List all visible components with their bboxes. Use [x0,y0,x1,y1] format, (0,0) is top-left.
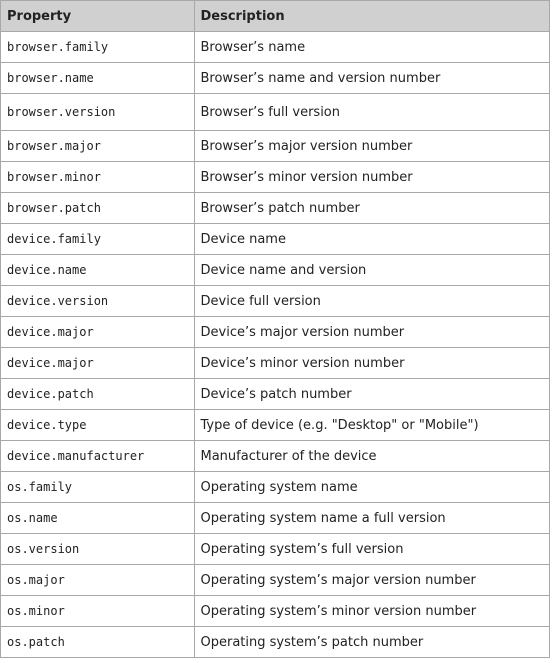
table-row [1,627,549,658]
description-cell: Operating system name [194,472,549,503]
table-row [1,162,549,193]
description-cell: Manufacturer of the device [194,441,549,472]
property-cell: os.name [1,503,194,534]
property-cell: browser.minor [1,162,194,193]
table-row [1,534,549,565]
description-cell: Device’s minor version number [194,348,549,379]
property-cell: os.patch [1,627,194,658]
description-cell: Operating system’s full version [194,534,549,565]
table-row [1,255,549,286]
table-row [1,410,549,441]
property-cell: browser.family [1,32,194,63]
table-row [1,193,549,224]
property-cell: device.manufacturer [1,441,194,472]
description-cell: Operating system’s patch number [194,627,549,658]
property-cell: os.family [1,472,194,503]
property-cell: device.version [1,286,194,317]
properties-table [1,1,549,657]
property-cell: browser.major [1,131,194,162]
table-row [1,63,549,94]
table-row [1,379,549,410]
table-row [1,317,549,348]
table-row [1,286,549,317]
description-cell: Browser’s name [194,32,549,63]
property-cell: device.family [1,224,194,255]
table-row [1,32,549,63]
description-cell: Browser’s name and version number [194,63,549,94]
property-cell: browser.version [1,94,194,131]
property-cell: device.major [1,317,194,348]
table-row [1,503,549,534]
description-cell: Device name and version [194,255,549,286]
property-cell: device.name [1,255,194,286]
description-cell: Browser’s major version number [194,131,549,162]
property-cell: browser.name [1,63,194,94]
property-cell: browser.patch [1,193,194,224]
property-cell: device.patch [1,379,194,410]
table-row [1,224,549,255]
description-cell: Operating system name a full version [194,503,549,534]
description-cell: Browser’s full version [194,94,549,131]
description-cell: Device full version [194,286,549,317]
property-cell: os.major [1,565,194,596]
table-row [1,472,549,503]
table-row [1,348,549,379]
table-header-row [1,1,549,32]
table-row [1,131,549,162]
property-cell: os.minor [1,596,194,627]
description-cell: Operating system’s minor version number [194,596,549,627]
description-cell: Browser’s patch number [194,193,549,224]
description-cell: Browser’s minor version number [194,162,549,193]
property-cell: os.version [1,534,194,565]
property-cell: device.type [1,410,194,441]
table-row [1,94,549,131]
description-cell: Device’s major version number [194,317,549,348]
header-property: Property [1,1,194,32]
table-row [1,596,549,627]
description-cell: Device’s patch number [194,379,549,410]
description-cell: Device name [194,224,549,255]
description-cell: Type of device (e.g. "Desktop" or "Mobile") [194,410,549,441]
description-cell: Operating system’s major version number [194,565,549,596]
header-description: Description [194,1,549,32]
table-row [1,565,549,596]
table-row [1,441,549,472]
property-cell: device.major [1,348,194,379]
